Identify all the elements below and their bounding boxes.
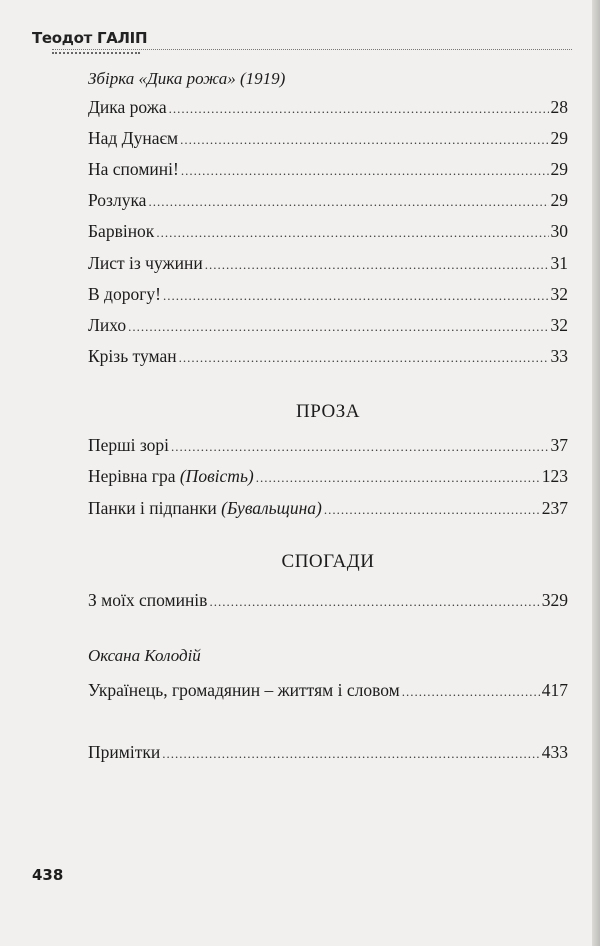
entry-genre-note: (Бувальщина) — [221, 498, 322, 518]
entry-page: 29 — [550, 190, 568, 210]
entry-page: 32 — [550, 284, 568, 304]
entry-page: 32 — [550, 315, 568, 335]
leader-dots — [256, 467, 540, 489]
leader-dots — [171, 436, 548, 458]
entry-page: 29 — [550, 128, 568, 148]
leader-dots — [209, 591, 539, 613]
entry-title: Лист із чужини — [88, 253, 203, 273]
entry-title — [88, 497, 322, 519]
leader-dots — [162, 743, 540, 765]
entry-title: В дорогу! — [88, 284, 161, 304]
leader-dots — [324, 499, 540, 521]
section-heading-memoirs: СПОГАДИ — [281, 551, 375, 572]
entry-title-text: Нерівна гра — [88, 466, 180, 486]
entry-page: 33 — [550, 346, 568, 366]
entry-page: 31 — [550, 253, 568, 273]
leader-dots — [205, 254, 549, 276]
toc-entry — [88, 679, 568, 703]
leader-dots — [156, 222, 548, 244]
toc-entry — [88, 189, 568, 213]
toc-entry — [88, 314, 568, 338]
leader-dots — [402, 681, 540, 703]
entry-title: З моїх споминів — [88, 590, 208, 610]
toc-entry — [88, 283, 568, 307]
entry-title: Українець, громадянин – життям і словом — [88, 680, 400, 700]
entry-title: Примітки — [88, 742, 161, 762]
entry-title: На спомині! — [88, 159, 179, 179]
entry-title: Розлука — [88, 190, 147, 210]
entry-title: Лихо — [88, 315, 127, 335]
entry-title-text: Перші зорі — [88, 435, 170, 455]
entry-page: 28 — [550, 97, 568, 117]
entry-page: 329 — [541, 590, 568, 610]
section-heading-prose: ПРОЗА — [296, 401, 360, 422]
page-edge — [592, 0, 600, 946]
entry-page: 237 — [541, 498, 568, 518]
leader-dots — [179, 347, 549, 369]
entry-page: 417 — [541, 680, 568, 700]
header-rule — [52, 49, 572, 50]
toc-entry — [88, 589, 568, 613]
entry-page: 29 — [550, 159, 568, 179]
toc-entry — [88, 127, 568, 151]
entry-title: Дика рожа — [88, 97, 167, 117]
toc-entry — [88, 96, 568, 120]
toc-entry — [88, 252, 568, 276]
header-underline — [52, 52, 140, 54]
running-head: Теодот ГАЛІП — [32, 29, 148, 47]
toc-entry — [88, 345, 568, 369]
entry-page: 30 — [550, 221, 568, 241]
toc-entry — [88, 465, 568, 489]
toc-entry — [88, 158, 568, 182]
entry-title: Барвінок — [88, 221, 155, 241]
leader-dots — [169, 98, 549, 120]
entry-title-text: Панки і підпанки — [88, 498, 222, 518]
afterword-author: Оксана Колодій — [88, 646, 201, 665]
leader-dots — [128, 316, 548, 338]
entry-page: 433 — [541, 742, 568, 762]
entry-title — [88, 465, 254, 487]
entry-page: 37 — [550, 435, 568, 455]
entry-title — [88, 434, 169, 456]
page-number: 438 — [32, 866, 64, 884]
entry-genre-note: (Повість) — [179, 466, 254, 486]
leader-dots — [180, 129, 548, 151]
leader-dots — [148, 191, 548, 213]
toc-entry — [88, 741, 568, 765]
leader-dots — [181, 160, 549, 182]
toc-entry — [88, 220, 568, 244]
toc-entry — [88, 497, 568, 521]
leader-dots — [163, 285, 549, 307]
entry-page: 123 — [541, 466, 568, 486]
entry-title: Над Дунаєм — [88, 128, 179, 148]
collection-title: Збірка «Дика рожа» (1919) — [88, 69, 286, 88]
toc-entry — [88, 434, 568, 458]
entry-title: Крізь туман — [88, 346, 177, 366]
